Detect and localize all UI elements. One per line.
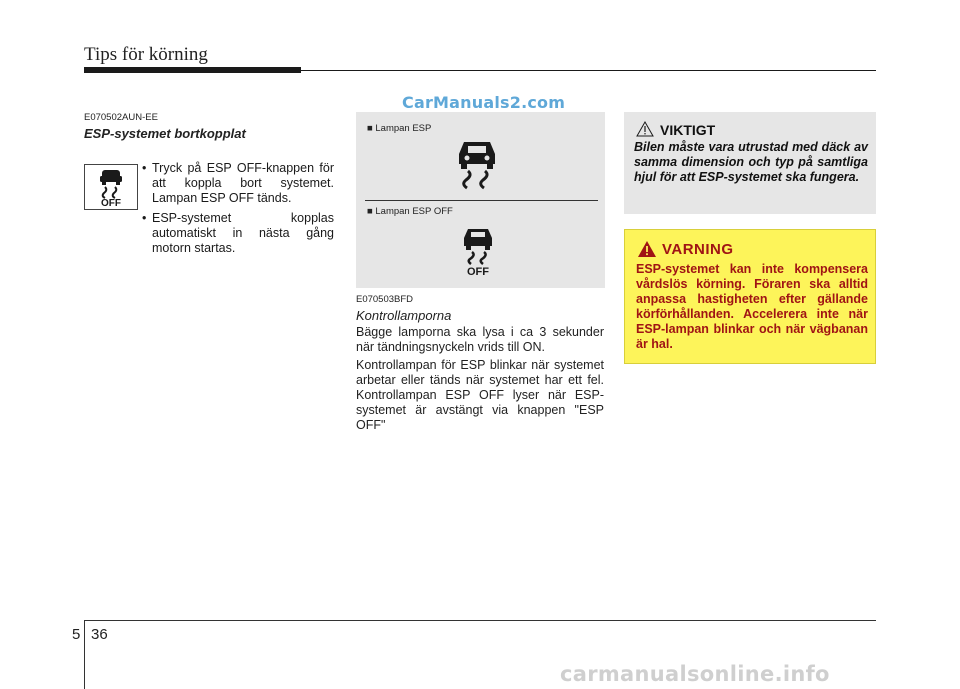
section-heading: Kontrollamporna (356, 308, 452, 323)
list-item: • ESP-systemet kopplas automatiskt in nästa gång motorn startas. (142, 211, 334, 255)
caution-triangle-icon (636, 121, 654, 137)
header-rule-thick (84, 67, 301, 73)
page-number: 36 (91, 626, 108, 643)
warning-body: ESP-systemet kan inte kompensera vårdslös körning. Föraren ska alltid anpassa hastigheten efter gällande körförhållanden. Accelerera inte när ESP-lampan blinkar och när vägbanan är hal. (636, 262, 868, 351)
section-code: E070503BFD (356, 294, 414, 305)
esp-lamp-label: ■ Lampan ESP (367, 123, 432, 134)
paragraph: Kontrollampan för ESP blinkar när systemet arbetar eller tänds när systemet har ett fel. Kontrollampan ESP OFF lyser när ESP-systemet är avstängt via knappen "ESP OFF" (356, 358, 604, 432)
list-item: • Tryck på ESP OFF-knappen för att koppla bort systemet. Lampan ESP OFF tänds. (142, 161, 334, 205)
footer-divider (84, 620, 85, 689)
bullet-list (142, 161, 334, 261)
watermark-link[interactable]: CarManuals2.com (402, 93, 566, 112)
section-heading: ESP-systemet bortkopplat (84, 126, 246, 141)
page-header-title: Tips för körning (84, 44, 208, 65)
bullet-text: Tryck på ESP OFF-knappen för att koppla bort systemet. Lampan ESP OFF tänds. (152, 161, 334, 205)
esp-off-lamp-icon (459, 226, 497, 276)
esp-off-icon-label: OFF (101, 198, 121, 209)
esp-lamp-icon (452, 138, 502, 190)
bullet-text: ESP-systemet kopplas automatiskt in nästa gång motorn startas. (152, 211, 334, 255)
section-code: E070502AUN-EE (84, 112, 158, 123)
header-rule-thin (301, 70, 876, 71)
esp-off-button-icon (84, 164, 138, 210)
warning-title: VARNING (662, 241, 734, 258)
notice-title: VIKTIGT (660, 122, 716, 138)
esp-off-lamp-text: OFF (467, 266, 489, 276)
lamp-divider (365, 200, 598, 201)
warning-triangle-icon (637, 240, 657, 258)
footer-watermark-link[interactable]: carmanualsonline.info (560, 662, 830, 686)
esp-off-lamp-label: ■ Lampan ESP OFF (367, 206, 453, 217)
notice-body: Bilen måste vara utrustad med däck av samma dimension och typ på samtliga hjul för att ESP-systemet ska fungera. (634, 140, 868, 184)
chapter-number: 5 (72, 626, 81, 643)
paragraph: Bägge lamporna ska lysa i ca 3 sekunder när tändningsnyckeln vrids till ON. (356, 325, 604, 354)
footer-rule (84, 620, 876, 621)
